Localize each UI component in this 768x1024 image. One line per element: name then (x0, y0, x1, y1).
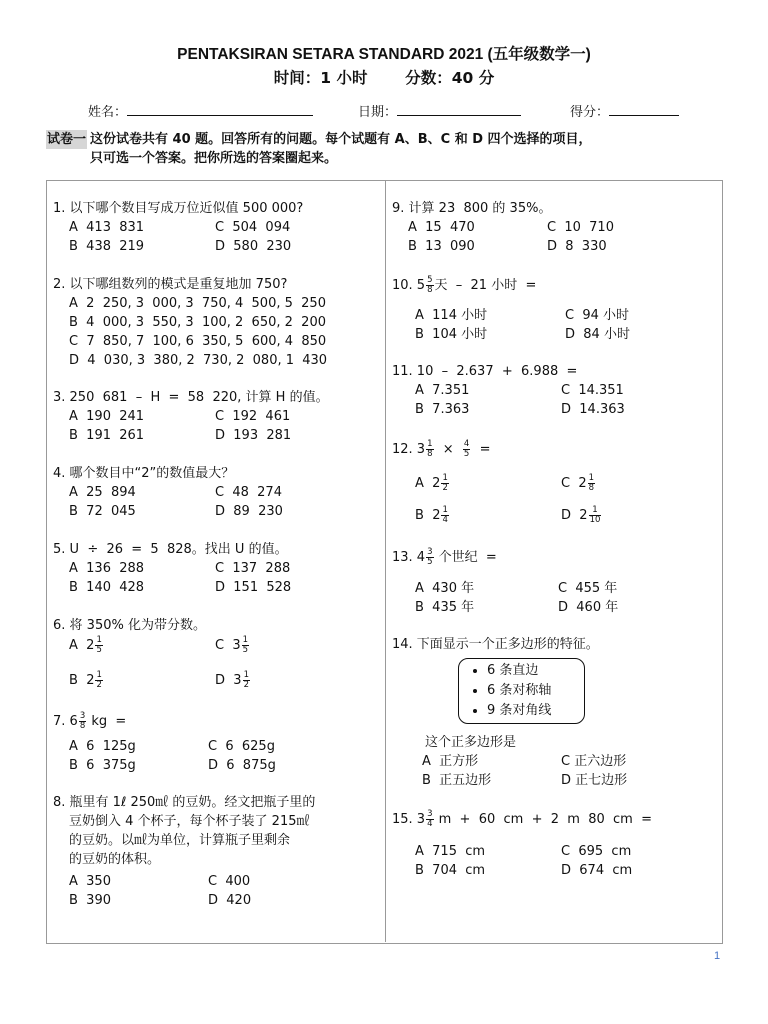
q7-stem: 7. 6 $\frac{3}{8}$ kg = (53, 711, 127, 731)
fraction: $\frac{1}{2}$ (96, 670, 102, 690)
name-blank (127, 102, 313, 116)
q11-stem: 11. 10 – 2.637 + 6.988 = (392, 364, 578, 379)
q1-option-a[interactable]: A 413 831 (69, 220, 145, 235)
q11-option-c[interactable]: C 14.351 (561, 383, 624, 398)
q8-option-d[interactable]: D 420 (208, 893, 252, 908)
instruction-line-2: 只可选一个答案。把你所选的答案圈起来。 (90, 151, 338, 166)
q1-option-c[interactable]: C 504 094 (215, 220, 291, 235)
date-label: 日期： (358, 105, 398, 120)
q13-stem: 13. 4 $\frac{3}{5}$ 个世纪 = (392, 547, 497, 567)
q8-option-b[interactable]: B 390 (69, 893, 111, 908)
fraction: $\frac{5}{8}$ (427, 275, 433, 295)
paper-tag: 试卷一 (47, 132, 87, 147)
q12-option-a[interactable]: A 2 $\frac{1}{2}$ (415, 473, 448, 493)
fraction: $\frac{3}{4}$ (427, 809, 433, 829)
fraction: $\frac{1}{8}$ (588, 473, 595, 493)
q5-option-b[interactable]: B 140 428 (69, 580, 145, 595)
date-field (358, 101, 521, 120)
q2-option-b[interactable]: B 4 000, 3 550, 3 100, 2 650, 2 200 (69, 315, 326, 330)
q3-option-b[interactable]: B 191 261 (69, 428, 145, 443)
q7-option-c[interactable]: C 6 625g (208, 739, 275, 754)
q6-option-d[interactable]: D 3 $\frac{1}{2}$ (215, 670, 249, 690)
property-item: • 9 条对角线 (487, 701, 584, 721)
q4-option-a[interactable]: A 25 894 (69, 485, 136, 500)
q4-option-b[interactable]: B 72 045 (69, 504, 136, 519)
q10-option-b[interactable]: B 104 小时 (415, 327, 488, 342)
q14-option-b[interactable]: B 正五边形 (422, 773, 492, 788)
q11-option-b[interactable]: B 7.363 (415, 402, 470, 417)
q4-stem: 4. 哪个数目中“2”的数值最大？ (53, 466, 235, 481)
name-label: 姓名： (88, 105, 128, 120)
q14-option-d[interactable]: D 正七边形 (561, 773, 628, 788)
fraction: $\frac{1}{8}$ (427, 439, 433, 459)
q4-option-d[interactable]: D 89 230 (215, 504, 283, 519)
q3-option-d[interactable]: D 193 281 (215, 428, 292, 443)
q14-option-a[interactable]: A 正方形 (422, 754, 479, 769)
q9-stem: 9. 计算 23 800 的 35%。 (392, 201, 552, 216)
q2-option-a[interactable]: A 2 250, 3 000, 3 750, 4 500, 5 250 (69, 296, 326, 311)
q13-option-d[interactable]: D 460 年 (558, 600, 619, 615)
q14-stem: 14. 下面显示一个正多边形的特征。 (392, 637, 599, 652)
q12-option-d[interactable]: D 2 $\frac{1}{10}$ (561, 505, 601, 525)
q13-option-a[interactable]: A 430 年 (415, 581, 475, 596)
q9-option-c[interactable]: C 10 710 (547, 220, 614, 235)
q15-stem: 15. 3 $\frac{3}{4}$ m + 60 cm + 2 m 80 cm = (392, 809, 652, 829)
q6-stem: 6. 将 350% 化为带分数。 (53, 618, 206, 633)
q3-option-c[interactable]: C 192 461 (215, 409, 291, 424)
fraction: $\frac{3}{5}$ (427, 547, 433, 567)
fraction: $\frac{4}{5}$ (463, 439, 470, 459)
q10-option-c[interactable]: C 94 小时 (565, 308, 630, 323)
q4-option-c[interactable]: C 48 274 (215, 485, 282, 500)
score-field (570, 101, 679, 120)
q3-stem: 3. 250 681 – H = 58 220, 计算 H 的值。 (53, 390, 329, 405)
date-blank (397, 102, 521, 116)
q8-stem-line-1: 8. 瓶里有 1ℓ 250㎖ 的豆奶。经文把瓶子里的 (53, 795, 316, 810)
q12-option-c[interactable]: C 2 $\frac{1}{8}$ (561, 473, 595, 493)
q1-stem: 1. 以下哪个数目写成万位近似值 500 000? (53, 201, 304, 216)
q5-stem: 5. U ÷ 26 = 5 828。找出 U 的值。 (53, 542, 288, 557)
q8-stem-line-3: 的豆奶。以㎖为单位，计算瓶子里剩余 (69, 833, 291, 848)
q13-option-c[interactable]: C 455 年 (558, 581, 618, 596)
q8-option-c[interactable]: C 400 (208, 874, 251, 889)
q10-option-d[interactable]: D 84 小时 (565, 327, 630, 342)
q12-stem: 12. 3 $\frac{1}{8}$ × $\frac{4}{5}$ = (392, 439, 491, 459)
q5-option-a[interactable]: A 136 288 (69, 561, 145, 576)
q15-option-b[interactable]: B 704 cm (415, 863, 486, 878)
q3-option-a[interactable]: A 190 241 (69, 409, 145, 424)
q2-stem: 2. 以下哪组数列的模式是重复地加 750? (53, 277, 288, 292)
score-blank (609, 102, 679, 116)
q10-stem: 10. 5 $\frac{5}{8}$ 天 – 21 小时 = (392, 275, 537, 295)
q8-stem-line-4: 的豆奶的体积。 (69, 852, 161, 867)
column-divider (385, 181, 386, 942)
polygon-properties-box (458, 658, 585, 724)
q10-option-a[interactable]: A 114 小时 (415, 308, 488, 323)
q9-option-b[interactable]: B 13 090 (408, 239, 475, 254)
q7-option-a[interactable]: A 6 125g (69, 739, 136, 754)
fraction: $\frac{1}{4}$ (442, 505, 448, 525)
fraction: $\frac{1}{10}$ (589, 505, 601, 525)
fraction: $\frac{1}{5}$ (96, 635, 102, 655)
fraction: $\frac{1}{2}$ (243, 670, 249, 690)
q11-option-d[interactable]: D 14.363 (561, 402, 625, 417)
exam-subtitle: 时间：1 小时 分数：40 分 (273, 69, 495, 87)
q9-option-d[interactable]: D 8 330 (547, 239, 607, 254)
exam-title: PENTAKSIRAN SETARA STANDARD 2021 (五年级数学一) (177, 46, 591, 63)
q11-option-a[interactable]: A 7.351 (415, 383, 470, 398)
q7-option-d[interactable]: D 6 875g (208, 758, 276, 773)
q6-option-b[interactable]: B 2 $\frac{1}{2}$ (69, 670, 102, 690)
property-item: • 6 条直边 (487, 661, 584, 681)
instructions (90, 130, 690, 168)
q8-stem-line-2: 豆奶倒入 4 个杯子，每个杯子装了 215㎖ (69, 814, 310, 829)
q1-option-b[interactable]: B 438 219 (69, 239, 145, 254)
q5-option-d[interactable]: D 151 528 (215, 580, 292, 595)
q1-option-d[interactable]: D 580 230 (215, 239, 292, 254)
q15-option-d[interactable]: D 674 cm (561, 863, 633, 878)
property-item: • 6 条对称轴 (487, 681, 584, 701)
q2-option-c[interactable]: C 7 850, 7 100, 6 350, 5 600, 4 850 (69, 334, 327, 349)
q6-option-c[interactable]: C 3 $\frac{1}{5}$ (215, 635, 249, 655)
fraction: $\frac{1}{5}$ (242, 635, 249, 655)
q7-option-b[interactable]: B 6 375g (69, 758, 136, 773)
q8-option-a[interactable]: A 350 (69, 874, 111, 889)
q2-option-d[interactable]: D 4 030, 3 380, 2 730, 2 080, 1 430 (69, 353, 328, 368)
q13-option-b[interactable]: B 435 年 (415, 600, 475, 615)
q14-question: 这个正多边形是 (425, 735, 517, 750)
fraction: $\frac{3}{8}$ (79, 711, 86, 731)
name-field (88, 101, 313, 120)
q9-option-a[interactable]: A 15 470 (408, 220, 475, 235)
q12-option-b[interactable]: B 2 $\frac{1}{4}$ (415, 505, 448, 525)
q5-option-c[interactable]: C 137 288 (215, 561, 291, 576)
fraction: $\frac{1}{2}$ (442, 473, 448, 493)
q6-option-a[interactable]: A 2 $\frac{1}{5}$ (69, 635, 102, 655)
score-label: 得分： (570, 105, 610, 120)
q15-option-a[interactable]: A 715 cm (415, 844, 486, 859)
q15-option-c[interactable]: C 695 cm (561, 844, 632, 859)
page-number: 1 (714, 950, 721, 962)
instruction-line-1: 这份试卷共有 40 题。回答所有的问题。每个试题有 A、B、C 和 D 四个选择的项目， (90, 132, 592, 147)
q14-option-c[interactable]: C 正六边形 (561, 754, 627, 769)
properties-list (459, 661, 584, 721)
